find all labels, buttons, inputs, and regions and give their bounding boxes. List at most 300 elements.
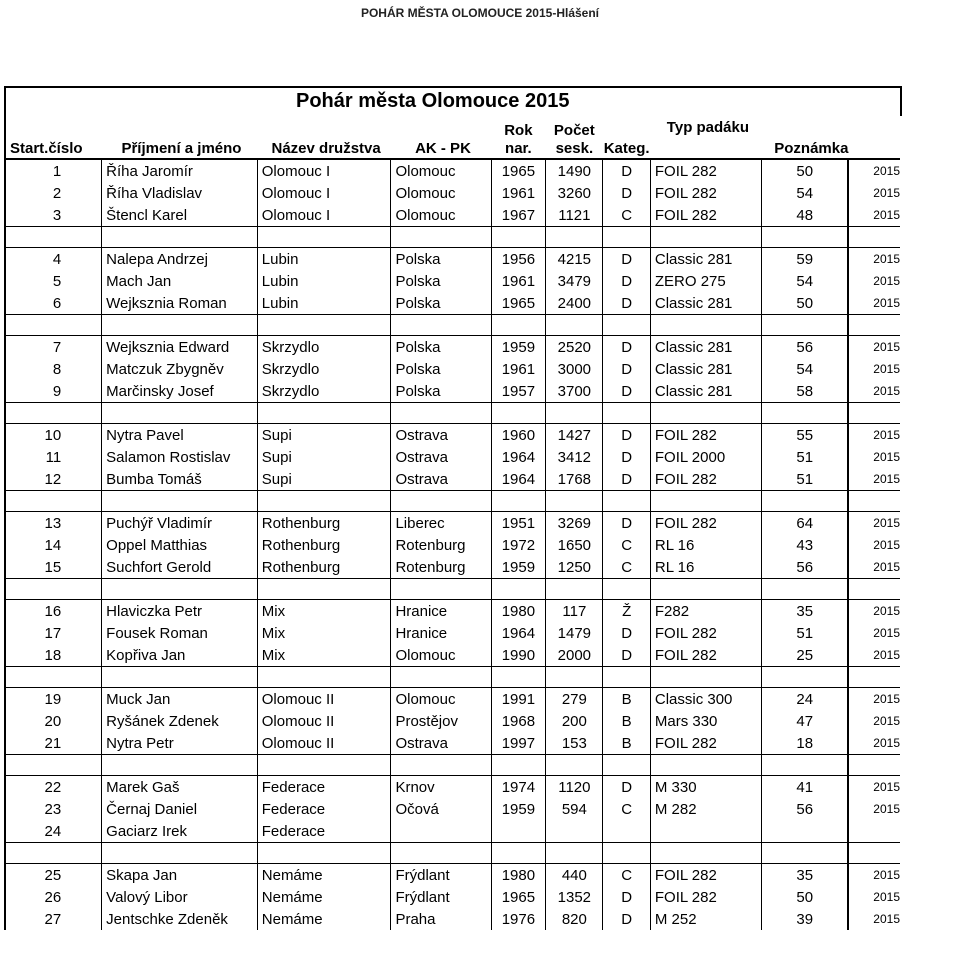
table-row [5,424,900,447]
club-name-cell: Polska [391,248,491,271]
start-number-cell: 18 [5,644,102,667]
table-row [5,534,900,556]
note-cell: 2015 [873,603,900,618]
category-cell: C [603,204,650,227]
team-name-cell: Nemáme [257,864,391,887]
jump-count-cell: 1352 [546,886,603,908]
value-cell: 41 [761,776,848,799]
document-header: POHÁR MĚSTA OLOMOUCE 2015-Hlášení [360,6,600,20]
category-cell: D [603,358,650,380]
separator-cell [761,403,848,424]
birth-year-cell: 1964 [491,622,546,644]
chute-type-cell: FOIL 282 [650,886,761,908]
start-number-cell: 24 [5,820,102,843]
birth-year-cell [491,820,546,843]
club-name-cell: Hranice [391,622,491,644]
chute-type-cell: Classic 281 [650,292,761,315]
separator-cell [491,491,546,512]
jump-count-cell: 1250 [546,556,603,579]
table-row [5,380,900,403]
birth-year-cell: 1960 [491,424,546,447]
table-row [5,820,900,843]
birth-year-cell: 1959 [491,556,546,579]
category-cell: C [603,798,650,820]
jump-count-cell: 440 [546,864,603,887]
chute-type-cell: FOIL 282 [650,204,761,227]
start-number-cell: 20 [5,710,102,732]
table-row [5,776,900,799]
club-name-cell: Ostrava [391,732,491,755]
club-name-cell: Rotenburg [391,556,491,579]
birth-year-cell: 1959 [491,798,546,820]
start-number-cell: 9 [5,380,102,403]
chute-type-cell [650,820,761,843]
separator-cell [257,579,391,600]
separator-cell [546,403,603,424]
jump-count-cell: 1490 [546,159,603,182]
separator-cell [848,755,900,776]
jump-count-cell: 2400 [546,292,603,315]
start-number-cell: 5 [5,270,102,292]
jump-count-cell: 3700 [546,380,603,403]
col-name: Příjmení a jméno [102,115,258,159]
category-cell: B [603,688,650,711]
club-name-cell: Olomouc [391,159,491,182]
club-name-cell: Praha [391,908,491,930]
birth-year-cell: 1997 [491,732,546,755]
jump-count-cell: 1479 [546,622,603,644]
separator-cell [5,579,102,600]
separator-cell [650,755,761,776]
note-cell: 2015 [873,779,900,794]
note-cell: 2015 [873,647,900,662]
separator-cell [491,667,546,688]
start-number-cell: 27 [5,908,102,930]
start-number-cell: 13 [5,512,102,535]
value-cell: 64 [761,512,848,535]
chute-type-cell: FOIL 282 [650,512,761,535]
jump-count-cell: 1121 [546,204,603,227]
start-number-cell: 7 [5,336,102,359]
note-cell: 2015 [873,471,900,486]
chute-type-cell: FOIL 282 [650,182,761,204]
club-name-cell: Očová [391,798,491,820]
birth-year-cell: 1972 [491,534,546,556]
club-name-cell: Frýdlant [391,864,491,887]
club-name-cell: Ostrava [391,468,491,491]
category-cell: D [603,886,650,908]
separator-cell [257,403,391,424]
category-cell: B [603,710,650,732]
value-cell: 54 [761,358,848,380]
birth-year-cell: 1965 [491,886,546,908]
separator-cell [491,315,546,336]
birth-year-cell: 1990 [491,644,546,667]
col-category: Kateg. [603,115,650,159]
separator-cell [603,315,650,336]
note-cell: 2015 [873,911,900,926]
participant-name-cell: Wejksznia Edward [102,336,258,359]
jump-count-cell: 3000 [546,358,603,380]
start-number-cell: 22 [5,776,102,799]
chute-type-cell: FOIL 282 [650,864,761,887]
club-name-cell: Olomouc [391,182,491,204]
club-name-cell: Polska [391,380,491,403]
birth-year-cell: 1961 [491,182,546,204]
note-cell: 2015 [873,625,900,640]
value-cell: 54 [761,270,848,292]
separator-cell [546,755,603,776]
team-name-cell: Mix [257,622,391,644]
club-name-cell: Polska [391,292,491,315]
note-cell: 2015 [873,889,900,904]
club-name-cell: Ostrava [391,424,491,447]
note-cell: 2015 [873,691,900,706]
value-cell: 39 [761,908,848,930]
group-separator [5,755,900,776]
separator-cell [5,843,102,864]
team-name-cell: Skrzydlo [257,358,391,380]
birth-year-cell: 1967 [491,204,546,227]
birth-year-cell: 1965 [491,159,546,182]
value-cell: 51 [761,446,848,468]
team-name-cell: Olomouc II [257,688,391,711]
team-name-cell: Olomouc I [257,182,391,204]
chute-type-cell: FOIL 282 [650,644,761,667]
separator-cell [848,403,900,424]
category-cell: B [603,732,650,755]
table-row [5,710,900,732]
note-cell: 2015 [873,427,900,442]
note-cell: 2015 [873,515,900,530]
separator-cell [546,843,603,864]
separator-cell [257,491,391,512]
team-name-cell: Skrzydlo [257,336,391,359]
category-cell: D [603,380,650,403]
value-cell: 43 [761,534,848,556]
table-row [5,182,900,204]
category-cell: D [603,292,650,315]
value-cell: 54 [761,182,848,204]
separator-cell [650,843,761,864]
separator-cell [257,227,391,248]
participant-name-cell: Wejksznia Roman [102,292,258,315]
table-row [5,732,900,755]
separator-cell [546,667,603,688]
category-cell: D [603,622,650,644]
participant-name-cell: Puchýř Vladimír [102,512,258,535]
participant-name-cell: Marek Gaš [102,776,258,799]
participant-name-cell: Muck Jan [102,688,258,711]
table-row [5,644,900,667]
jump-count-cell: 1650 [546,534,603,556]
team-name-cell: Rothenburg [257,512,391,535]
jump-count-cell: 820 [546,908,603,930]
separator-cell [546,579,603,600]
header-row [5,115,900,159]
start-number-cell: 3 [5,204,102,227]
note-cell: 2015 [873,449,900,464]
club-name-cell [391,820,491,843]
category-cell: D [603,908,650,930]
jump-count-cell: 4215 [546,248,603,271]
birth-year-cell: 1961 [491,358,546,380]
club-name-cell: Polska [391,358,491,380]
col-year: Rok nar. [491,115,546,159]
start-number-cell: 8 [5,358,102,380]
separator-cell [391,843,491,864]
group-separator [5,667,900,688]
start-number-cell: 1 [5,159,102,182]
chute-type-cell: M 330 [650,776,761,799]
separator-cell [761,843,848,864]
separator-cell [102,579,258,600]
value-cell: 50 [761,886,848,908]
team-name-cell: Federace [257,776,391,799]
separator-cell [257,667,391,688]
page-title: Pohár města Olomouce 2015 [296,90,570,112]
team-name-cell: Rothenburg [257,556,391,579]
separator-cell [391,227,491,248]
title-box [4,86,902,116]
value-cell: 56 [761,556,848,579]
participant-name-cell: Štencl Karel [102,204,258,227]
table-row [5,798,900,820]
participant-name-cell: Říha Vladislav [102,182,258,204]
category-cell: D [603,270,650,292]
start-number-cell: 23 [5,798,102,820]
note-cell: 2015 [873,295,900,310]
col-start-number: Start.číslo [5,115,102,159]
participant-name-cell: Ryšánek Zdenek [102,710,258,732]
chute-type-cell: Mars 330 [650,710,761,732]
separator-cell [5,755,102,776]
birth-year-cell: 1974 [491,776,546,799]
chute-type-cell: RL 16 [650,556,761,579]
jump-count-cell: 117 [546,600,603,623]
separator-cell [5,491,102,512]
chute-type-cell: FOIL 282 [650,622,761,644]
start-number-cell: 6 [5,292,102,315]
start-number-cell: 4 [5,248,102,271]
jump-count-cell: 3269 [546,512,603,535]
separator-cell [603,579,650,600]
separator-cell [102,755,258,776]
separator-cell [650,403,761,424]
jump-count-cell: 2520 [546,336,603,359]
separator-cell [491,403,546,424]
value-cell: 35 [761,864,848,887]
table-row [5,512,900,535]
category-cell: D [603,644,650,667]
separator-cell [491,227,546,248]
value-cell: 56 [761,336,848,359]
participant-name-cell: Matczuk Zbygněv [102,358,258,380]
group-separator [5,843,900,864]
table-row [5,270,900,292]
participant-name-cell: Kopřiva Jan [102,644,258,667]
table-row [5,864,900,887]
separator-cell [5,227,102,248]
separator-cell [761,755,848,776]
separator-cell [603,227,650,248]
jump-count-cell: 1768 [546,468,603,491]
category-cell: D [603,424,650,447]
value-cell: 51 [761,622,848,644]
value-cell: 59 [761,248,848,271]
jump-count-cell [546,820,603,843]
club-name-cell: Liberec [391,512,491,535]
participant-name-cell: Nalepa Andrzej [102,248,258,271]
value-cell: 55 [761,424,848,447]
note-cell: 2015 [873,801,900,816]
team-name-cell: Federace [257,820,391,843]
birth-year-cell: 1956 [491,248,546,271]
separator-cell [848,843,900,864]
start-number-cell: 19 [5,688,102,711]
value-cell: 25 [761,644,848,667]
separator-cell [603,755,650,776]
separator-cell [650,315,761,336]
group-separator [5,403,900,424]
value-cell: 51 [761,468,848,491]
table-row [5,159,900,182]
team-name-cell: Supi [257,446,391,468]
registration-table [4,115,900,930]
note-cell: 2015 [873,713,900,728]
value-cell: 50 [761,159,848,182]
group-separator [5,315,900,336]
separator-cell [848,579,900,600]
note-cell: 2015 [873,339,900,354]
jump-count-cell: 279 [546,688,603,711]
team-name-cell: Skrzydlo [257,380,391,403]
category-cell: D [603,182,650,204]
chute-type-cell: FOIL 282 [650,468,761,491]
table-row [5,292,900,315]
chute-type-cell: FOIL 2000 [650,446,761,468]
category-cell: C [603,556,650,579]
separator-cell [102,491,258,512]
start-number-cell: 21 [5,732,102,755]
note-cell: 2015 [873,537,900,552]
note-cell: 2015 [873,207,900,222]
separator-cell [102,227,258,248]
chute-type-cell: Classic 281 [650,358,761,380]
table-row [5,468,900,491]
separator-cell [848,315,900,336]
separator-cell [491,755,546,776]
separator-cell [391,315,491,336]
birth-year-cell: 1980 [491,600,546,623]
value-cell: 24 [761,688,848,711]
club-name-cell: Polska [391,270,491,292]
note-cell [848,820,900,843]
category-cell [603,820,650,843]
col-jumps: Počet sesk. [546,115,603,159]
separator-cell [491,579,546,600]
participant-name-cell: Oppel Matthias [102,534,258,556]
club-name-cell: Hranice [391,600,491,623]
participant-name-cell: Salamon Rostislav [102,446,258,468]
note-cell: 2015 [873,735,900,750]
category-cell: D [603,468,650,491]
note-cell: 2015 [873,867,900,882]
value-cell: 18 [761,732,848,755]
separator-cell [102,403,258,424]
note-cell: 2015 [873,273,900,288]
chute-type-cell: M 252 [650,908,761,930]
category-cell: D [603,336,650,359]
separator-cell [848,491,900,512]
separator-cell [650,579,761,600]
start-number-cell: 10 [5,424,102,447]
chute-type-cell: Classic 281 [650,336,761,359]
participant-name-cell: Gaciarz Irek [102,820,258,843]
separator-cell [391,491,491,512]
birth-year-cell: 1965 [491,292,546,315]
value-cell: 47 [761,710,848,732]
birth-year-cell: 1968 [491,710,546,732]
separator-cell [391,579,491,600]
team-name-cell: Mix [257,600,391,623]
note-cell: 2015 [873,185,900,200]
separator-cell [257,315,391,336]
club-name-cell: Olomouc [391,688,491,711]
team-name-cell: Supi [257,424,391,447]
table-row [5,336,900,359]
separator-cell [391,667,491,688]
separator-cell [5,315,102,336]
note-cell: 2015 [873,559,900,574]
start-number-cell: 17 [5,622,102,644]
col-chute: Typ padáku [650,115,761,159]
table-row [5,204,900,227]
category-cell: D [603,776,650,799]
jump-count-cell: 3260 [546,182,603,204]
table-body [5,159,900,930]
separator-cell [650,227,761,248]
separator-cell [391,403,491,424]
birth-year-cell: 1957 [491,380,546,403]
birth-year-cell: 1964 [491,446,546,468]
chute-type-cell: FOIL 282 [650,732,761,755]
birth-year-cell: 1976 [491,908,546,930]
team-name-cell: Olomouc I [257,159,391,182]
table-row [5,622,900,644]
club-name-cell: Polska [391,336,491,359]
col-note: Poznámka [761,115,848,159]
table-row [5,248,900,271]
jump-count-cell: 153 [546,732,603,755]
table-row [5,688,900,711]
team-name-cell: Olomouc II [257,710,391,732]
separator-cell [257,755,391,776]
participant-name-cell: Jentschke Zdeněk [102,908,258,930]
chute-type-cell: Classic 281 [650,380,761,403]
separator-cell [603,491,650,512]
col-spacer [848,115,900,159]
category-cell: D [603,446,650,468]
birth-year-cell: 1964 [491,468,546,491]
col-team: Název družstva [257,115,391,159]
separator-cell [761,227,848,248]
category-cell: D [603,512,650,535]
separator-cell [650,491,761,512]
participant-name-cell: Nytra Pavel [102,424,258,447]
separator-cell [5,403,102,424]
category-cell: Ž [603,600,650,623]
